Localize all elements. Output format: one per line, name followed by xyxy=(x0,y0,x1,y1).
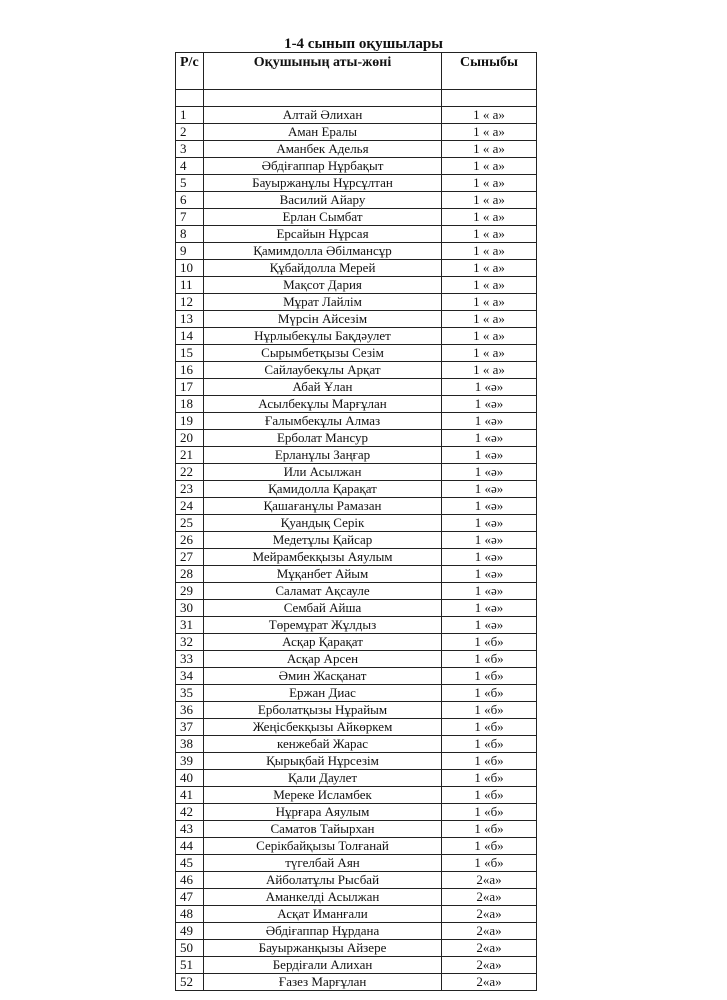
page-title: 1-4 сынып оқушылары xyxy=(284,36,443,52)
student-class: 1 « а» xyxy=(442,345,537,362)
student-name: Қырықбай Нұрсезім xyxy=(204,753,442,770)
student-class: 1 «ә» xyxy=(442,396,537,413)
spacer-cell xyxy=(442,90,537,107)
table-row xyxy=(176,583,537,600)
row-number: 5 xyxy=(176,175,204,192)
student-class: 2«а» xyxy=(442,889,537,906)
row-number: 15 xyxy=(176,345,204,362)
table-row xyxy=(176,192,537,209)
table-row xyxy=(176,345,537,362)
row-number: 9 xyxy=(176,243,204,260)
student-name: Алтай Әлихан xyxy=(204,107,442,124)
row-number: 22 xyxy=(176,464,204,481)
row-number: 40 xyxy=(176,770,204,787)
student-name: Нұрғара Аяулым xyxy=(204,804,442,821)
student-class: 1 «б» xyxy=(442,719,537,736)
student-class: 1 « а» xyxy=(442,311,537,328)
row-number: 48 xyxy=(176,906,204,923)
student-name: Аманкелді Асылжан xyxy=(204,889,442,906)
table-row xyxy=(176,736,537,753)
student-name: Саматов Тайырхан xyxy=(204,821,442,838)
student-name: Асқар Арсен xyxy=(204,651,442,668)
student-name: Мүрсін Айсезім xyxy=(204,311,442,328)
student-class: 1 « а» xyxy=(442,107,537,124)
table-header-row xyxy=(176,53,537,90)
student-class: 1 « а» xyxy=(442,175,537,192)
student-class: 1 « а» xyxy=(442,141,537,158)
student-name: Ғазез Марғұлан xyxy=(204,974,442,991)
student-class: 1 «ә» xyxy=(442,379,537,396)
student-class: 1 «ә» xyxy=(442,481,537,498)
student-name: Абай Ұлан xyxy=(204,379,442,396)
row-number: 24 xyxy=(176,498,204,515)
student-name: Мақсот Дария xyxy=(204,277,442,294)
table-row xyxy=(176,294,537,311)
student-name: Төремұрат Жұлдыз xyxy=(204,617,442,634)
row-number: 49 xyxy=(176,923,204,940)
table-row xyxy=(176,923,537,940)
table-row xyxy=(176,311,537,328)
student-class: 1 «ә» xyxy=(442,430,537,447)
student-name: Саламат Ақсауле xyxy=(204,583,442,600)
row-number: 46 xyxy=(176,872,204,889)
student-class: 1 «б» xyxy=(442,855,537,872)
row-number: 33 xyxy=(176,651,204,668)
row-number: 47 xyxy=(176,889,204,906)
student-name: Қашағанұлы Рамазан xyxy=(204,498,442,515)
table-row xyxy=(176,685,537,702)
student-class: 1 «ә» xyxy=(442,464,537,481)
student-class: 1 «б» xyxy=(442,753,537,770)
table-row xyxy=(176,600,537,617)
student-name: Бердіғали Алихан xyxy=(204,957,442,974)
student-class: 1 « а» xyxy=(442,243,537,260)
table-row xyxy=(176,124,537,141)
student-class: 2«а» xyxy=(442,923,537,940)
table-row xyxy=(176,770,537,787)
student-class: 1 «б» xyxy=(442,804,537,821)
table-row xyxy=(176,243,537,260)
table-row xyxy=(176,821,537,838)
table-row xyxy=(176,379,537,396)
table-row xyxy=(176,107,537,124)
student-name: Құбайдолла Мерей xyxy=(204,260,442,277)
table-row xyxy=(176,634,537,651)
student-class: 1 « а» xyxy=(442,294,537,311)
student-name: Василий Айару xyxy=(204,192,442,209)
row-number: 34 xyxy=(176,668,204,685)
student-class: 1 «ә» xyxy=(442,617,537,634)
table-row xyxy=(176,328,537,345)
student-name: Әмин Жасқанат xyxy=(204,668,442,685)
student-name: Әбдіғаппар Нұрбақыт xyxy=(204,158,442,175)
table-row xyxy=(176,515,537,532)
student-name: Қуандық Серік xyxy=(204,515,442,532)
student-name: Ерсайын Нұрсая xyxy=(204,226,442,243)
table-row xyxy=(176,804,537,821)
row-number: 6 xyxy=(176,192,204,209)
row-number: 27 xyxy=(176,549,204,566)
row-number: 50 xyxy=(176,940,204,957)
student-name: Асқат Иманғали xyxy=(204,906,442,923)
student-class: 1 «ә» xyxy=(442,566,537,583)
row-number: 23 xyxy=(176,481,204,498)
row-number: 17 xyxy=(176,379,204,396)
student-name: Мұрат Лайлім xyxy=(204,294,442,311)
table-row xyxy=(176,260,537,277)
table-row xyxy=(176,141,537,158)
row-number: 39 xyxy=(176,753,204,770)
student-class: 1 « а» xyxy=(442,192,537,209)
table-body xyxy=(176,90,537,991)
header-number: Р/с xyxy=(176,53,204,90)
row-number: 3 xyxy=(176,141,204,158)
table-row xyxy=(176,855,537,872)
student-table xyxy=(175,52,537,991)
table-row xyxy=(176,838,537,855)
student-class: 1 «б» xyxy=(442,651,537,668)
student-name: Серікбайқызы Толғанай xyxy=(204,838,442,855)
table-row xyxy=(176,651,537,668)
student-name: түгелбай Аян xyxy=(204,855,442,872)
student-name: кенжебай Жарас xyxy=(204,736,442,753)
student-class: 1 «ә» xyxy=(442,583,537,600)
table-row xyxy=(176,753,537,770)
student-class: 1 « а» xyxy=(442,362,537,379)
row-number: 13 xyxy=(176,311,204,328)
student-class: 1 « а» xyxy=(442,226,537,243)
row-number: 16 xyxy=(176,362,204,379)
table-row xyxy=(176,277,537,294)
table-row xyxy=(176,889,537,906)
table-row xyxy=(176,362,537,379)
student-name: Жеңісбекқызы Айкөркем xyxy=(204,719,442,736)
student-name: Айболатұлы Рысбай xyxy=(204,872,442,889)
table-row xyxy=(176,413,537,430)
table-row xyxy=(176,617,537,634)
student-class: 1 « а» xyxy=(442,124,537,141)
student-name: Қамимдолла Әбілмансұр xyxy=(204,243,442,260)
row-number: 21 xyxy=(176,447,204,464)
student-class: 1 «ә» xyxy=(442,600,537,617)
row-number: 51 xyxy=(176,957,204,974)
student-name: Ержан Диас xyxy=(204,685,442,702)
student-name: Аман Ералы xyxy=(204,124,442,141)
student-class: 1 «б» xyxy=(442,770,537,787)
table-row xyxy=(176,566,537,583)
row-number: 25 xyxy=(176,515,204,532)
student-class: 1 «ә» xyxy=(442,413,537,430)
table-row xyxy=(176,957,537,974)
row-number: 52 xyxy=(176,974,204,991)
table-row xyxy=(176,396,537,413)
student-class: 1 «ә» xyxy=(442,498,537,515)
student-name: Әбдіғаппар Нұрдана xyxy=(204,923,442,940)
table-row xyxy=(176,668,537,685)
row-number: 45 xyxy=(176,855,204,872)
row-number: 12 xyxy=(176,294,204,311)
student-class: 2«а» xyxy=(442,940,537,957)
student-class: 1 « а» xyxy=(442,260,537,277)
student-name: Асқар Қарақат xyxy=(204,634,442,651)
table-row xyxy=(176,940,537,957)
row-number: 41 xyxy=(176,787,204,804)
table-row xyxy=(176,549,537,566)
student-class: 1 « а» xyxy=(442,328,537,345)
table-spacer-row xyxy=(176,90,537,107)
row-number: 19 xyxy=(176,413,204,430)
row-number: 1 xyxy=(176,107,204,124)
table-row xyxy=(176,226,537,243)
student-class: 1 «ә» xyxy=(442,515,537,532)
table-row xyxy=(176,447,537,464)
row-number: 7 xyxy=(176,209,204,226)
row-number: 43 xyxy=(176,821,204,838)
table-row xyxy=(176,158,537,175)
table-row xyxy=(176,430,537,447)
student-class: 1 « а» xyxy=(442,277,537,294)
student-class: 1 «б» xyxy=(442,821,537,838)
table-row xyxy=(176,532,537,549)
student-class: 1 «б» xyxy=(442,838,537,855)
student-class: 1 «б» xyxy=(442,668,537,685)
student-name: Ерлан Сымбат xyxy=(204,209,442,226)
table-row xyxy=(176,209,537,226)
row-number: 2 xyxy=(176,124,204,141)
student-class: 2«а» xyxy=(442,872,537,889)
row-number: 37 xyxy=(176,719,204,736)
table-row xyxy=(176,481,537,498)
row-number: 38 xyxy=(176,736,204,753)
row-number: 29 xyxy=(176,583,204,600)
row-number: 31 xyxy=(176,617,204,634)
row-number: 8 xyxy=(176,226,204,243)
table-row xyxy=(176,498,537,515)
student-name: Или Асылжан xyxy=(204,464,442,481)
row-number: 14 xyxy=(176,328,204,345)
student-name: Ерболат Мансур xyxy=(204,430,442,447)
student-class: 1 «б» xyxy=(442,685,537,702)
table-row xyxy=(176,702,537,719)
row-number: 42 xyxy=(176,804,204,821)
row-number: 32 xyxy=(176,634,204,651)
student-name: Нұрлыбекұлы Бақдәулет xyxy=(204,328,442,345)
student-name: Сайлаубекұлы Арқат xyxy=(204,362,442,379)
table-row xyxy=(176,464,537,481)
student-class: 1 «ә» xyxy=(442,549,537,566)
student-name: Ғалымбекұлы Алмаз xyxy=(204,413,442,430)
student-name: Мұқанбет Айым xyxy=(204,566,442,583)
student-class: 1 «б» xyxy=(442,736,537,753)
student-class: 1 «б» xyxy=(442,634,537,651)
row-number: 36 xyxy=(176,702,204,719)
student-name: Бауыржанұлы Нұрсұлтан xyxy=(204,175,442,192)
student-name: Сембай Айша xyxy=(204,600,442,617)
student-name: Асылбекұлы Марғұлан xyxy=(204,396,442,413)
student-name: Ерболатқызы Нұрайым xyxy=(204,702,442,719)
header-class: Сыныбы xyxy=(442,53,537,90)
spacer-cell xyxy=(204,90,442,107)
table-row xyxy=(176,906,537,923)
table-row xyxy=(176,872,537,889)
student-name: Бауыржанқызы Айзере xyxy=(204,940,442,957)
row-number: 30 xyxy=(176,600,204,617)
row-number: 10 xyxy=(176,260,204,277)
student-class: 2«а» xyxy=(442,974,537,991)
student-class: 1 «ә» xyxy=(442,447,537,464)
student-class: 2«а» xyxy=(442,957,537,974)
student-class: 1 « а» xyxy=(442,158,537,175)
student-name: Медетұлы Қайсар xyxy=(204,532,442,549)
student-name: Ерланұлы Заңғар xyxy=(204,447,442,464)
row-number: 26 xyxy=(176,532,204,549)
student-class: 1 «ә» xyxy=(442,532,537,549)
table-row xyxy=(176,974,537,991)
student-name: Мейрамбекқызы Аяулым xyxy=(204,549,442,566)
student-name: Қали Даулет xyxy=(204,770,442,787)
header-student-name: Оқушының аты-жөні xyxy=(204,53,442,90)
table-row xyxy=(176,787,537,804)
spacer-cell xyxy=(176,90,204,107)
student-class: 1 «б» xyxy=(442,702,537,719)
row-number: 44 xyxy=(176,838,204,855)
student-name: Қамидолла Қарақат xyxy=(204,481,442,498)
student-name: Мереке Исламбек xyxy=(204,787,442,804)
student-class: 1 «б» xyxy=(442,787,537,804)
row-number: 11 xyxy=(176,277,204,294)
student-name: Сырымбетқызы Сезім xyxy=(204,345,442,362)
row-number: 4 xyxy=(176,158,204,175)
row-number: 28 xyxy=(176,566,204,583)
student-class: 2«а» xyxy=(442,906,537,923)
student-name: Аманбек Аделья xyxy=(204,141,442,158)
row-number: 18 xyxy=(176,396,204,413)
row-number: 20 xyxy=(176,430,204,447)
table-row xyxy=(176,719,537,736)
student-class: 1 « а» xyxy=(442,209,537,226)
row-number: 35 xyxy=(176,685,204,702)
table-row xyxy=(176,175,537,192)
